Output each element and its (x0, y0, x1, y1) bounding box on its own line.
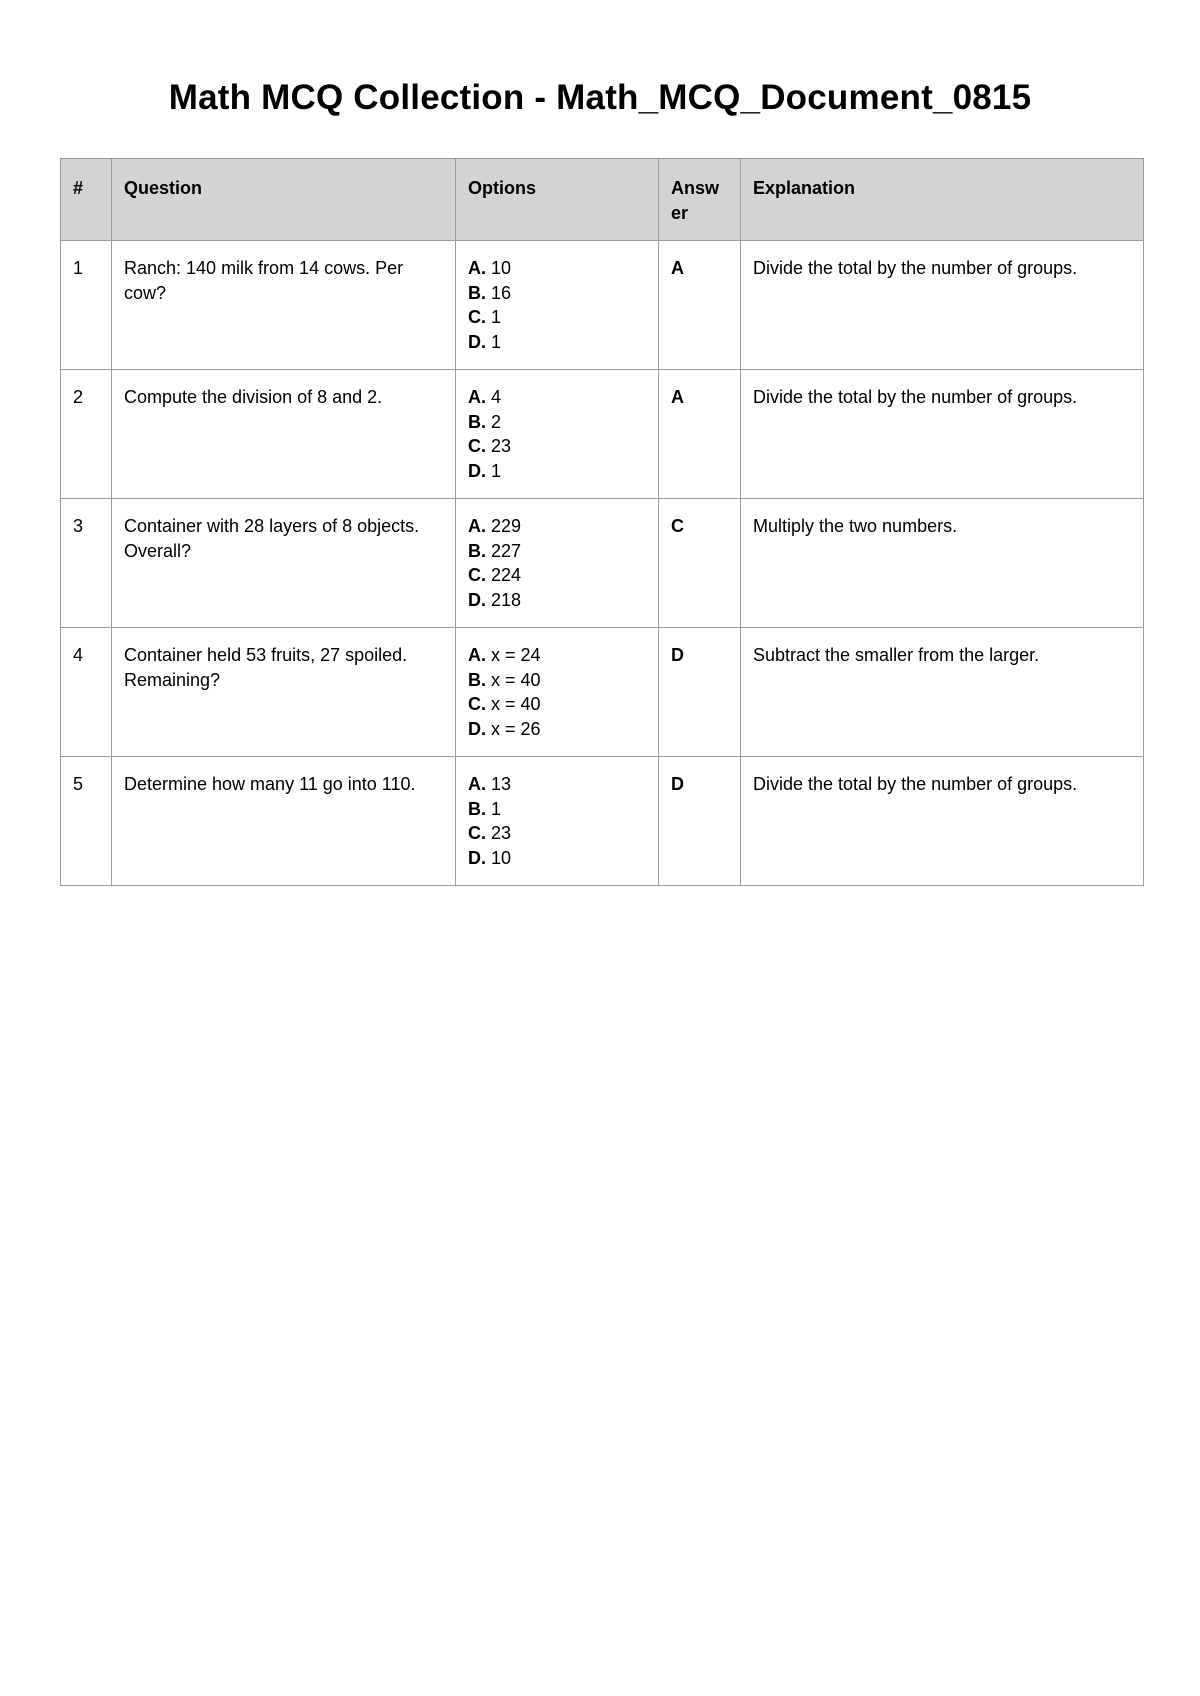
option-letter: C. (468, 436, 486, 456)
table-row (61, 757, 1144, 886)
option-text: 1 (491, 331, 502, 352)
option-text: x = 40 (491, 669, 541, 690)
option-text: 1 (491, 460, 502, 481)
option-text: 16 (491, 282, 512, 303)
header-num: # (61, 159, 112, 241)
header-question: Question (112, 159, 456, 241)
option-letter: C. (468, 694, 486, 714)
option-letter: A. (468, 387, 486, 407)
option-text: x = 26 (491, 718, 541, 739)
row-answer: A (659, 241, 741, 370)
option-text: 4 (491, 387, 502, 407)
header-answer: Answer (659, 159, 741, 241)
row-num: 1 (61, 241, 112, 370)
option-text: 229 (491, 516, 522, 536)
option-letter: D. (468, 460, 486, 481)
mcq-table (60, 158, 1144, 886)
option-text: x = 40 (491, 694, 541, 714)
option-letter: A. (468, 516, 486, 536)
row-answer: D (659, 757, 741, 886)
option-item (468, 797, 646, 822)
table-row (61, 628, 1144, 757)
option-letter: D. (468, 718, 486, 739)
page-title: Math MCQ Collection - Math_MCQ_Document_0815 (168, 78, 1032, 117)
option-item (468, 305, 646, 330)
option-item (468, 256, 646, 281)
row-explanation: Divide the total by the number of groups. (741, 370, 1144, 499)
row-num: 5 (61, 757, 112, 886)
row-question: Compute the division of 8 and 2. (112, 370, 456, 499)
option-letter: D. (468, 331, 486, 352)
option-letter: A. (468, 774, 486, 794)
option-text: 1 (491, 798, 502, 819)
option-text: 1 (491, 307, 502, 327)
option-letter: B. (468, 411, 486, 432)
option-text: 23 (491, 823, 512, 843)
option-letter: B. (468, 669, 486, 690)
row-answer: C (659, 499, 741, 628)
row-explanation: Multiply the two numbers. (741, 499, 1144, 628)
row-answer: A (659, 370, 741, 499)
option-item (468, 281, 646, 306)
row-question: Container held 53 fruits, 27 spoiled. Remaining? (112, 628, 456, 757)
row-options (456, 370, 659, 499)
option-item (468, 717, 646, 742)
row-explanation: Divide the total by the number of groups. (741, 757, 1144, 886)
option-item (468, 459, 646, 484)
row-num: 3 (61, 499, 112, 628)
row-num: 4 (61, 628, 112, 757)
option-item (468, 514, 646, 539)
option-item (468, 846, 646, 871)
option-letter: B. (468, 282, 486, 303)
option-item (468, 588, 646, 613)
option-text: 224 (491, 565, 522, 585)
table-row (61, 241, 1144, 370)
option-letter: D. (468, 847, 486, 868)
row-question: Container with 28 layers of 8 objects. Overall? (112, 499, 456, 628)
option-item (468, 563, 646, 588)
option-text: x = 24 (491, 645, 541, 665)
option-item (468, 668, 646, 693)
option-item (468, 772, 646, 797)
option-text: 23 (491, 436, 512, 456)
option-letter: A. (468, 645, 486, 665)
option-letter: C. (468, 307, 486, 327)
option-text: 13 (491, 774, 512, 794)
option-letter: D. (468, 589, 486, 610)
row-options (456, 499, 659, 628)
option-item (468, 330, 646, 355)
row-explanation: Subtract the smaller from the larger. (741, 628, 1144, 757)
option-letter: C. (468, 565, 486, 585)
row-num: 2 (61, 370, 112, 499)
row-answer: D (659, 628, 741, 757)
option-item (468, 643, 646, 668)
row-question: Ranch: 140 milk from 14 cows. Per cow? (112, 241, 456, 370)
option-item (468, 385, 646, 410)
row-question: Determine how many 11 go into 110. (112, 757, 456, 886)
table-row (61, 370, 1144, 499)
row-options (456, 757, 659, 886)
table-row (61, 499, 1144, 628)
option-text: 218 (491, 589, 522, 610)
option-text: 227 (491, 540, 522, 561)
option-item (468, 539, 646, 564)
option-text: 2 (491, 411, 502, 432)
row-options (456, 241, 659, 370)
option-text: 10 (491, 258, 512, 278)
option-item (468, 410, 646, 435)
option-letter: C. (468, 823, 486, 843)
row-options (456, 628, 659, 757)
header-explanation: Explanation (741, 159, 1144, 241)
header-options: Options (456, 159, 659, 241)
option-text: 10 (491, 847, 512, 868)
option-letter: B. (468, 798, 486, 819)
option-item (468, 692, 646, 717)
option-item (468, 821, 646, 846)
option-letter: A. (468, 258, 486, 278)
table-header-row (61, 159, 1144, 241)
option-letter: B. (468, 540, 486, 561)
row-explanation: Divide the total by the number of groups. (741, 241, 1144, 370)
option-item (468, 434, 646, 459)
